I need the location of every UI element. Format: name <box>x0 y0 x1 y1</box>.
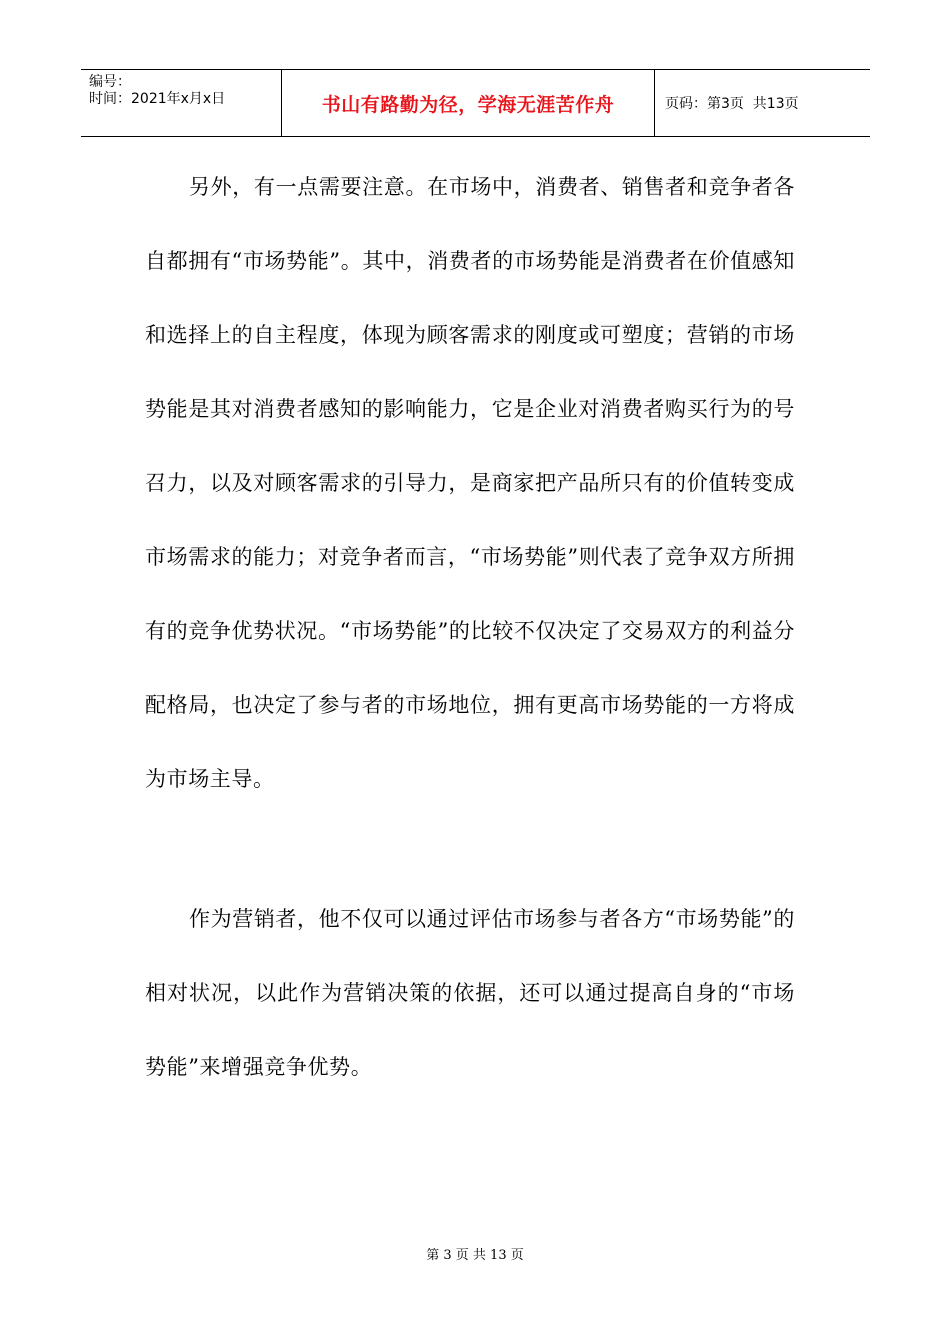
header-page-info: 页码：第3页 共13页 <box>665 96 799 112</box>
number-label: 编号： <box>89 74 131 90</box>
page-footer: 第 3 页 共 13 页 <box>426 1248 524 1263</box>
time-label: 时间：2021年x月x日 <box>89 91 226 107</box>
header-motto: 书山有路勤为径，学海无涯苦作舟 <box>282 70 655 136</box>
header-meta-cell <box>81 70 282 136</box>
body-paragraph-2: 作为营销者，他不仅可以通过评估市场参与者各方“市场势能”的相对状况，以此作为营销决策的依据，还可以通过提高自身的“市场势能”来增强竞争优势。 <box>145 907 795 1079</box>
body-paragraph-1: 另外，有一点需要注意。在市场中，消费者、销售者和竞争者各自都拥有“市场势能”。其中，消费者的市场势能是消费者在价值感知和选择上的自主程度，体现为顾客需求的刚度或可塑度；营销的市场势能是其对消费者感知的影响能力，它是企业对消费者购买行为的号召力，以及对顾客需求的引导力，是商家把产品所只有的价值转变成市场需求的能力；对竞争者而言，“市场势能”则代表了竞争双方所拥有的竞争优势状况。“市场势能”的比较不仅决定了交易双方的利益分配格局，也决定了参与者的市场地位，拥有更高市场势能的一方将成为市场主导。 <box>145 175 795 791</box>
page-header <box>81 69 870 137</box>
